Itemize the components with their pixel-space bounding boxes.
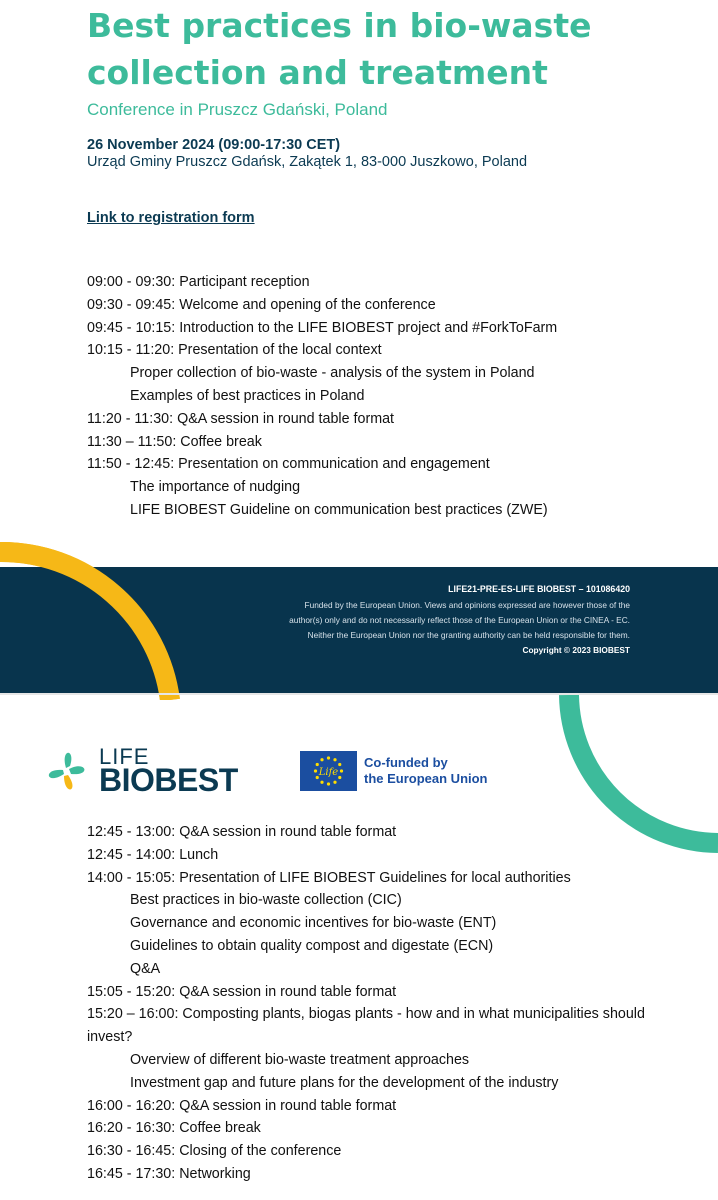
- event-date: 26 November 2024 (09:00-17:30 CET): [87, 137, 341, 153]
- eu-cofunded-text: [364, 755, 488, 787]
- agenda-item: 10:15 - 11:20: Presentation of the local context: [87, 342, 382, 359]
- agenda-item: 16:30 - 16:45: Closing of the conference: [87, 1143, 342, 1160]
- agenda-item: 15:20 – 16:00: Composting plants, biogas plants - how and in what municipalities should invest?: [87, 1006, 645, 1046]
- eu-text-line-2: the European Union: [364, 771, 488, 786]
- agenda-item: 12:45 - 14:00: Lunch: [87, 846, 219, 863]
- agenda-subitem: Examples of best practices in Poland: [130, 387, 365, 404]
- logo-biobest-word: BIOBEST: [99, 762, 238, 798]
- agenda-subitem: Q&A: [130, 960, 161, 977]
- agenda-subitem: Best practices in bio-waste collection (CIC): [130, 892, 402, 909]
- eu-stars-icon: [300, 751, 357, 791]
- eu-star-icon: [338, 776, 341, 779]
- agenda-list-1: [87, 271, 647, 522]
- registration-link[interactable]: Link to registration form: [87, 210, 255, 226]
- eu-star-icon: [338, 763, 341, 766]
- agenda-item: 09:30 - 09:45: Welcome and opening of the conference: [87, 296, 436, 313]
- eu-star-icon: [314, 769, 317, 772]
- agenda-subitem: Governance and economic incentives for bio-waste (ENT): [130, 915, 497, 932]
- agenda-item: 11:30 – 11:50: Coffee break: [87, 433, 262, 450]
- yellow-arc-overlay: [0, 540, 190, 700]
- eu-flag: [300, 751, 357, 791]
- agenda-subitem: Overview of different bio-waste treatment approaches: [130, 1051, 470, 1068]
- agenda-item: 11:20 - 11:30: Q&A session in round table format: [87, 410, 395, 427]
- agenda-item: 15:05 - 15:20: Q&A session in round table format: [87, 983, 397, 1000]
- agenda-item: 14:00 - 15:05: Presentation of LIFE BIOBEST Guidelines for local authorities: [87, 869, 571, 886]
- agenda-item: 11:50 - 12:45: Presentation on communication and engagement: [87, 456, 490, 473]
- agenda-item: 16:00 - 16:20: Q&A session in round table format: [87, 1097, 397, 1114]
- eu-star-icon: [320, 758, 323, 761]
- flower-icon: [42, 746, 92, 796]
- page-subtitle: Conference in Pruszcz Gdański, Poland: [87, 100, 388, 119]
- agenda-subitem: Investment gap and future plans for the development of the industry: [130, 1074, 559, 1091]
- copyright: Copyright © 2023 BIOBEST: [522, 645, 630, 655]
- agenda-item: 16:20 - 16:30: Coffee break: [87, 1120, 261, 1137]
- agenda-item: 09:00 - 09:30: Participant reception: [87, 274, 310, 290]
- agenda-item: 12:45 - 13:00: Q&A session in round table format: [87, 824, 397, 840]
- event-address: Urząd Gminy Pruszcz Gdańsk, Zakątek 1, 83-000 Juszkowo, Poland: [87, 154, 528, 170]
- agenda-subitem: Proper collection of bio-waste - analysis of the system in Poland: [130, 365, 535, 382]
- agenda-list-2: [87, 821, 647, 1186]
- eu-text-line-1: Co-funded by: [364, 755, 448, 770]
- eu-star-icon: [320, 781, 323, 784]
- disclaimer-line-3: Neither the European Union nor the granting authority can be held responsible for them.: [307, 630, 630, 640]
- eu-star-icon: [333, 781, 336, 784]
- agenda-subitem: LIFE BIOBEST Guideline on communication best practices (ZWE): [130, 501, 548, 518]
- life-biobest-logo: [42, 744, 252, 796]
- agenda-item: 16:45 - 17:30: Networking: [87, 1165, 251, 1182]
- eu-star-icon: [333, 758, 336, 761]
- eu-flag-word: Life: [318, 767, 339, 778]
- eu-star-icon: [327, 782, 330, 785]
- logo-life-word: LIFE: [99, 744, 150, 769]
- agenda-item: 09:45 - 10:15: Introduction to the LIFE BIOBEST project and #ForkToFarm: [87, 319, 558, 336]
- page-title: Best practices in bio-waste collection and treatment: [87, 6, 592, 92]
- agenda-subitem: The importance of nudging: [130, 479, 301, 496]
- eu-star-icon: [316, 763, 319, 766]
- agenda-subitem: Guidelines to obtain quality compost and digestate (ECN): [130, 937, 494, 954]
- footer-text: [230, 582, 630, 658]
- eu-star-icon: [340, 769, 343, 772]
- disclaimer-line-2: author(s) only and do not necessarily reflect those of the European Union or the CINEA - EC.: [289, 615, 630, 625]
- disclaimer-line-1: Funded by the European Union. Views and opinions expressed are however those of the: [304, 600, 630, 610]
- project-code: LIFE21-PRE-ES-LIFE BIOBEST – 101086420: [448, 584, 630, 594]
- eu-star-icon: [327, 756, 330, 759]
